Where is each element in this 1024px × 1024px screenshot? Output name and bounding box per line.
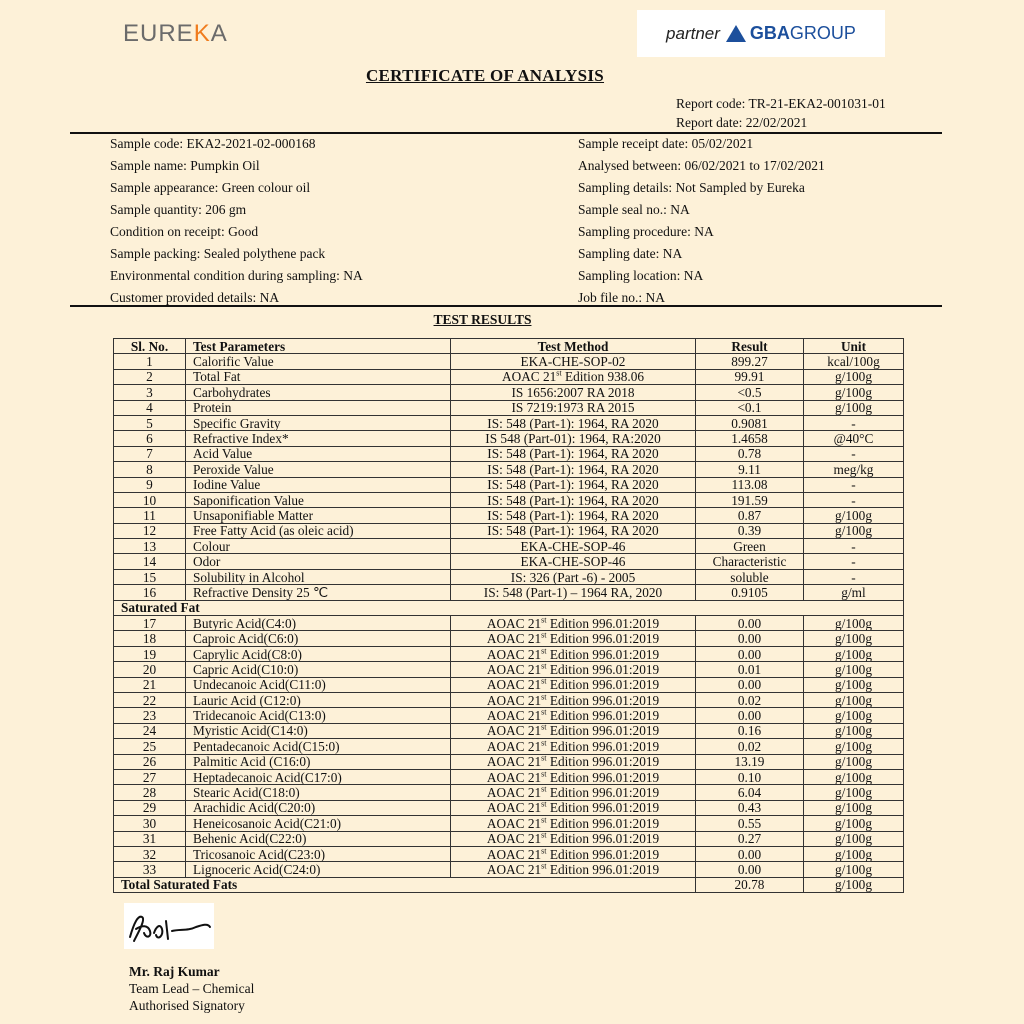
table-row xyxy=(114,646,904,661)
cell-parameter: Acid Value xyxy=(186,446,451,461)
table-row xyxy=(114,369,904,384)
cell-result: 0.27 xyxy=(696,831,804,846)
cell-unit: g/100g xyxy=(804,646,904,661)
table-row xyxy=(114,831,904,846)
cell-sl: 27 xyxy=(114,769,186,784)
total-row xyxy=(114,877,904,892)
cell-result: 0.00 xyxy=(696,646,804,661)
col-header-parameter: Test Parameters xyxy=(186,339,451,354)
certificate-title: CERTIFICATE OF ANALYSIS xyxy=(365,66,605,85)
cell-parameter: Colour xyxy=(186,539,451,554)
cell-result: 191.59 xyxy=(696,492,804,507)
cell-unit: g/100g xyxy=(804,385,904,400)
table-row xyxy=(114,431,904,446)
cell-parameter: Capric Acid(C10:0) xyxy=(186,662,451,677)
cell-sl: 28 xyxy=(114,785,186,800)
cell-method: IS 1656:2007 RA 2018 xyxy=(451,385,696,400)
cell-sl: 11 xyxy=(114,508,186,523)
cell-unit: - xyxy=(804,446,904,461)
cell-unit: g/ml xyxy=(804,585,904,600)
table-row xyxy=(114,846,904,861)
cell-result: 899.27 xyxy=(696,354,804,369)
cell-result: 6.04 xyxy=(696,785,804,800)
cell-parameter: Free Fatty Acid (as oleic acid) xyxy=(186,523,451,538)
cell-method: AOAC 21st Edition 996.01:2019 xyxy=(451,754,696,769)
cell-method: EKA-CHE-SOP-02 xyxy=(451,354,696,369)
cell-result: 0.9081 xyxy=(696,415,804,430)
cell-method: AOAC 21st Edition 996.01:2019 xyxy=(451,646,696,661)
report-meta xyxy=(676,94,886,132)
table-row xyxy=(114,692,904,707)
info-row: Job file no.: NA xyxy=(578,290,665,305)
signatory-role: Team Lead – Chemical xyxy=(129,981,255,996)
signature-image xyxy=(124,903,214,949)
cell-result: <0.5 xyxy=(696,385,804,400)
cell-method: AOAC 21st Edition 996.01:2019 xyxy=(451,631,696,646)
info-row: Sample seal no.: NA xyxy=(578,202,690,217)
cell-method: EKA-CHE-SOP-46 xyxy=(451,554,696,569)
col-header-result: Result xyxy=(696,339,804,354)
cell-parameter: Protein xyxy=(186,400,451,415)
cell-unit: - xyxy=(804,539,904,554)
cell-method: AOAC 21st Edition 996.01:2019 xyxy=(451,769,696,784)
cell-parameter: Myristic Acid(C14:0) xyxy=(186,723,451,738)
partner-label: partner xyxy=(666,23,720,43)
table-row xyxy=(114,816,904,831)
cell-result: 0.87 xyxy=(696,508,804,523)
cell-sl: 3 xyxy=(114,385,186,400)
cell-sl: 15 xyxy=(114,569,186,584)
signatory-title: Authorised Signatory xyxy=(129,998,245,1013)
total-result: 20.78 xyxy=(696,877,804,892)
table-row xyxy=(114,554,904,569)
cell-parameter: Behenic Acid(C22:0) xyxy=(186,831,451,846)
cell-parameter: Solubility in Alcohol xyxy=(186,569,451,584)
cell-method: IS: 548 (Part-1): 1964, RA 2020 xyxy=(451,477,696,492)
cell-sl: 33 xyxy=(114,862,186,877)
cell-unit: - xyxy=(804,569,904,584)
cell-parameter: Tricosanoic Acid(C23:0) xyxy=(186,846,451,861)
cell-unit: g/100g xyxy=(804,508,904,523)
cell-sl: 7 xyxy=(114,446,186,461)
info-row: Condition on receipt: Good xyxy=(110,224,259,239)
table-row xyxy=(114,492,904,507)
cell-method: IS: 548 (Part-1): 1964, RA 2020 xyxy=(451,523,696,538)
cell-method: IS: 326 (Part -6) - 2005 xyxy=(451,569,696,584)
table-row xyxy=(114,385,904,400)
signatory-block xyxy=(129,963,254,1014)
cell-method: AOAC 21st Edition 996.01:2019 xyxy=(451,692,696,707)
cell-unit: g/100g xyxy=(804,769,904,784)
cell-unit: kcal/100g xyxy=(804,354,904,369)
eureka-logo xyxy=(123,20,228,48)
info-row: Sample quantity: 206 gm xyxy=(110,202,247,217)
gba-partner-logo xyxy=(637,10,885,57)
cell-method: EKA-CHE-SOP-46 xyxy=(451,539,696,554)
cell-parameter: Undecanoic Acid(C11:0) xyxy=(186,677,451,692)
cell-sl: 30 xyxy=(114,816,186,831)
cell-unit: g/100g xyxy=(804,800,904,815)
table-row xyxy=(114,585,904,600)
cell-sl: 18 xyxy=(114,631,186,646)
cell-sl: 6 xyxy=(114,431,186,446)
cell-result: 0.00 xyxy=(696,708,804,723)
cell-parameter: Odor xyxy=(186,554,451,569)
cell-parameter: Butyric Acid(C4:0) xyxy=(186,616,451,631)
cell-unit: g/100g xyxy=(804,677,904,692)
cell-sl: 1 xyxy=(114,354,186,369)
cell-method: AOAC 21st Edition 996.01:2019 xyxy=(451,662,696,677)
cell-unit: g/100g xyxy=(804,692,904,707)
report-date: Report date: 22/02/2021 xyxy=(676,115,808,130)
cell-sl: 14 xyxy=(114,554,186,569)
table-row xyxy=(114,400,904,415)
cell-sl: 9 xyxy=(114,477,186,492)
cell-method: AOAC 21st Edition 996.01:2019 xyxy=(451,708,696,723)
cell-parameter: Refractive Density 25 ℃ xyxy=(186,585,451,600)
cell-sl: 17 xyxy=(114,616,186,631)
table-row xyxy=(114,769,904,784)
info-row: Sample packing: Sealed polythene pack xyxy=(110,246,326,261)
info-row: Environmental condition during sampling: NA xyxy=(110,268,363,283)
section-label: Saturated Fat xyxy=(114,600,904,615)
header-divider-bottom xyxy=(70,305,942,307)
cell-result: 0.9105 xyxy=(696,585,804,600)
cell-result: Green xyxy=(696,539,804,554)
cell-method: IS: 548 (Part-1): 1964, RA 2020 xyxy=(451,446,696,461)
cell-method: AOAC 21st Edition 996.01:2019 xyxy=(451,739,696,754)
report-code: Report code: TR-21-EKA2-001031-01 xyxy=(676,96,886,111)
cell-parameter: Heptadecanoic Acid(C17:0) xyxy=(186,769,451,784)
sample-info-left xyxy=(110,134,363,310)
info-row: Sampling details: Not Sampled by Eureka xyxy=(578,180,805,195)
cell-unit: g/100g xyxy=(804,785,904,800)
cell-parameter: Arachidic Acid(C20:0) xyxy=(186,800,451,815)
cell-parameter: Lignoceric Acid(C24:0) xyxy=(186,862,451,877)
cell-method: IS: 548 (Part-1): 1964, RA 2020 xyxy=(451,415,696,430)
cell-method: IS: 548 (Part-1): 1964, RA 2020 xyxy=(451,462,696,477)
cell-parameter: Caproic Acid(C6:0) xyxy=(186,631,451,646)
info-row: Sample name: Pumpkin Oil xyxy=(110,158,260,173)
cell-method: AOAC 21st Edition 996.01:2019 xyxy=(451,616,696,631)
table-row xyxy=(114,631,904,646)
col-header-method: Test Method xyxy=(451,339,696,354)
col-header-unit: Unit xyxy=(804,339,904,354)
cell-result: 0.00 xyxy=(696,616,804,631)
cell-method: IS 548 (Part-01): 1964, RA:2020 xyxy=(451,431,696,446)
cell-method: IS: 548 (Part-1) – 1964 RA, 2020 xyxy=(451,585,696,600)
cell-result: 99.91 xyxy=(696,369,804,384)
cell-unit: meg/kg xyxy=(804,462,904,477)
cell-sl: 24 xyxy=(114,723,186,738)
cell-method: AOAC 21st Edition 996.01:2019 xyxy=(451,723,696,738)
cell-result: 0.00 xyxy=(696,846,804,861)
cell-result: 0.00 xyxy=(696,631,804,646)
cell-unit: g/100g xyxy=(804,616,904,631)
cell-result: 1.4658 xyxy=(696,431,804,446)
table-row xyxy=(114,539,904,554)
cell-parameter: Stearic Acid(C18:0) xyxy=(186,785,451,800)
table-row xyxy=(114,508,904,523)
table-row xyxy=(114,754,904,769)
cell-parameter: Iodine Value xyxy=(186,477,451,492)
cell-result: Characteristic xyxy=(696,554,804,569)
section-row-saturated-fat xyxy=(114,600,904,615)
cell-sl: 8 xyxy=(114,462,186,477)
gba-brand-bold: GBA xyxy=(749,23,790,43)
info-row: Sample code: EKA2-2021-02-000168 xyxy=(110,136,316,151)
cell-result: 0.39 xyxy=(696,523,804,538)
cell-method: IS: 548 (Part-1): 1964, RA 2020 xyxy=(451,508,696,523)
cell-unit: - xyxy=(804,554,904,569)
cell-parameter: Total Fat xyxy=(186,369,451,384)
cell-parameter: Pentadecanoic Acid(C15:0) xyxy=(186,739,451,754)
cell-result: 0.16 xyxy=(696,723,804,738)
cell-result: 113.08 xyxy=(696,477,804,492)
cell-unit: g/100g xyxy=(804,816,904,831)
cell-result: 0.43 xyxy=(696,800,804,815)
cell-result: 0.01 xyxy=(696,662,804,677)
total-unit: g/100g xyxy=(804,877,904,892)
cell-method: AOAC 21st Edition 996.01:2019 xyxy=(451,831,696,846)
cell-sl: 12 xyxy=(114,523,186,538)
table-row xyxy=(114,708,904,723)
cell-parameter: Specific Gravity xyxy=(186,415,451,430)
sample-info-right xyxy=(578,134,825,310)
cell-sl: 16 xyxy=(114,585,186,600)
eureka-logo-text: EUREKA xyxy=(123,20,228,47)
table-row xyxy=(114,662,904,677)
cell-method: AOAC 21st Edition 996.01:2019 xyxy=(451,800,696,815)
cell-method: AOAC 21st Edition 938.06 xyxy=(451,369,696,384)
cell-unit: g/100g xyxy=(804,846,904,861)
table-row xyxy=(114,354,904,369)
cell-result: <0.1 xyxy=(696,400,804,415)
test-results-table xyxy=(113,338,904,893)
cell-unit: g/100g xyxy=(804,862,904,877)
total-label: Total Saturated Fats xyxy=(114,877,696,892)
table-row xyxy=(114,739,904,754)
info-row: Sampling procedure: NA xyxy=(578,224,714,239)
cell-sl: 25 xyxy=(114,739,186,754)
info-row: Sample receipt date: 05/02/2021 xyxy=(578,136,754,151)
cell-result: 0.10 xyxy=(696,769,804,784)
cell-unit: g/100g xyxy=(804,631,904,646)
cell-sl: 4 xyxy=(114,400,186,415)
signatory-name: Mr. Raj Kumar xyxy=(129,964,220,979)
cell-sl: 5 xyxy=(114,415,186,430)
table-row xyxy=(114,800,904,815)
signature-icon xyxy=(124,903,214,949)
cell-unit: g/100g xyxy=(804,369,904,384)
cell-method: AOAC 21st Edition 996.01:2019 xyxy=(451,816,696,831)
table-row xyxy=(114,523,904,538)
cell-parameter: Caprylic Acid(C8:0) xyxy=(186,646,451,661)
cell-method: AOAC 21st Edition 996.01:2019 xyxy=(451,862,696,877)
cell-result: 0.55 xyxy=(696,816,804,831)
table-row xyxy=(114,569,904,584)
table-row xyxy=(114,415,904,430)
cell-sl: 10 xyxy=(114,492,186,507)
cell-unit: g/100g xyxy=(804,662,904,677)
cell-sl: 32 xyxy=(114,846,186,861)
cell-unit: @40°C xyxy=(804,431,904,446)
cell-sl: 29 xyxy=(114,800,186,815)
cell-unit: - xyxy=(804,492,904,507)
table-row xyxy=(114,462,904,477)
cell-unit: g/100g xyxy=(804,723,904,738)
cell-unit: g/100g xyxy=(804,754,904,769)
cell-unit: g/100g xyxy=(804,831,904,846)
cell-parameter: Tridecanoic Acid(C13:0) xyxy=(186,708,451,723)
table-header-row xyxy=(114,339,904,354)
cell-unit: g/100g xyxy=(804,739,904,754)
cell-result: 13.19 xyxy=(696,754,804,769)
cell-result: 0.00 xyxy=(696,677,804,692)
cell-method: IS: 548 (Part-1): 1964, RA 2020 xyxy=(451,492,696,507)
cell-result: soluble xyxy=(696,569,804,584)
cell-result: 9.11 xyxy=(696,462,804,477)
cell-method: AOAC 21st Edition 996.01:2019 xyxy=(451,846,696,861)
cell-unit: - xyxy=(804,415,904,430)
cell-parameter: Palmitic Acid (C16:0) xyxy=(186,754,451,769)
cell-parameter: Unsaponifiable Matter xyxy=(186,508,451,523)
info-row: Sampling location: NA xyxy=(578,268,704,283)
cell-method: AOAC 21st Edition 996.01:2019 xyxy=(451,785,696,800)
cell-sl: 20 xyxy=(114,662,186,677)
cell-sl: 23 xyxy=(114,708,186,723)
col-header-sl: Sl. No. xyxy=(114,339,186,354)
cell-result: 0.00 xyxy=(696,862,804,877)
test-results-title: TEST RESULTS xyxy=(433,312,532,327)
info-row: Analysed between: 06/02/2021 to 17/02/2021 xyxy=(578,158,825,173)
info-row: Sample appearance: Green colour oil xyxy=(110,180,311,195)
cell-parameter: Carbohydrates xyxy=(186,385,451,400)
cell-sl: 31 xyxy=(114,831,186,846)
info-row: Sampling date: NA xyxy=(578,246,683,261)
cell-parameter: Calorific Value xyxy=(186,354,451,369)
info-row: Customer provided details: NA xyxy=(110,290,280,305)
cell-parameter: Lauric Acid (C12:0) xyxy=(186,692,451,707)
cell-method: IS 7219:1973 RA 2015 xyxy=(451,400,696,415)
cell-unit: - xyxy=(804,477,904,492)
cell-sl: 19 xyxy=(114,646,186,661)
cell-sl: 13 xyxy=(114,539,186,554)
table-row xyxy=(114,446,904,461)
cell-parameter: Saponification Value xyxy=(186,492,451,507)
cell-sl: 21 xyxy=(114,677,186,692)
table-row xyxy=(114,862,904,877)
cell-unit: g/100g xyxy=(804,523,904,538)
cell-result: 0.02 xyxy=(696,692,804,707)
cell-parameter: Peroxide Value xyxy=(186,462,451,477)
cell-result: 0.78 xyxy=(696,446,804,461)
cell-unit: g/100g xyxy=(804,400,904,415)
table-row xyxy=(114,785,904,800)
gba-triangle-icon xyxy=(726,25,746,42)
table-row xyxy=(114,477,904,492)
table-row xyxy=(114,677,904,692)
cell-sl: 22 xyxy=(114,692,186,707)
cell-unit: g/100g xyxy=(804,708,904,723)
cell-parameter: Heneicosanoic Acid(C21:0) xyxy=(186,816,451,831)
gba-brand: GROUP xyxy=(789,23,856,43)
table-row xyxy=(114,723,904,738)
cell-parameter: Refractive Index* xyxy=(186,431,451,446)
cell-sl: 26 xyxy=(114,754,186,769)
cell-method: AOAC 21st Edition 996.01:2019 xyxy=(451,677,696,692)
table-row xyxy=(114,616,904,631)
cell-sl: 2 xyxy=(114,369,186,384)
cell-result: 0.02 xyxy=(696,739,804,754)
